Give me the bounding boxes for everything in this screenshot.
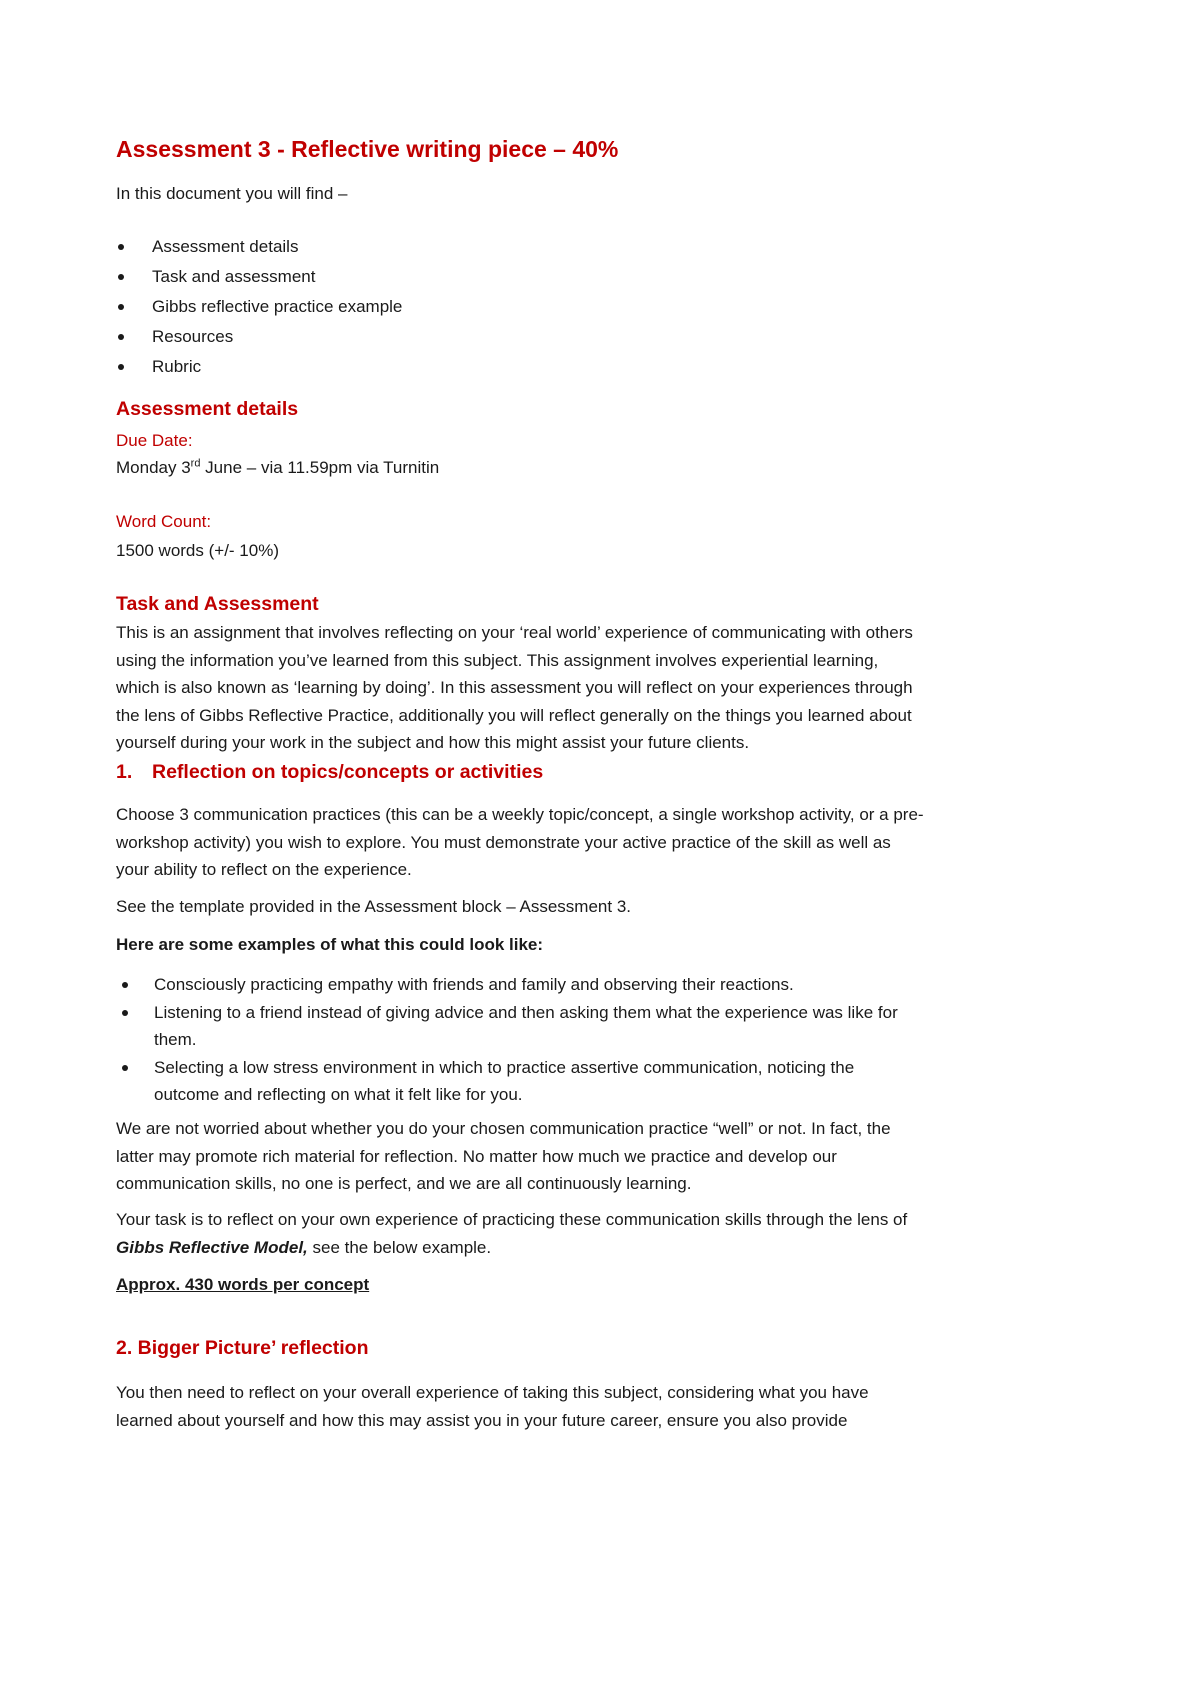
toc-item: Rubric [116,352,402,382]
task-line: yourself during your work in the subject and how this might assist your future clients. [116,733,750,752]
choose-line: Choose 3 communication practices (this can be a weekly topic/concept, a single workshop activity, or a pre- [116,805,924,824]
task-paragraph [116,619,1106,757]
section2-line: learned about yourself and how this may assist you in your future career, ensure you also provide [116,1410,848,1430]
task-instruction-paragraph [116,1206,1106,1261]
due-date-value [116,454,439,482]
toc-item: Assessment details [116,232,402,262]
example-text: outcome and reflecting on what it felt like for you. [154,1085,523,1104]
example-text: Consciously practicing empathy with friends and family and observing their reactions. [154,975,794,994]
section1-heading [116,761,543,784]
gibbs-model-name: Gibbs Reflective Model, [116,1237,308,1257]
worry-paragraph [116,1115,1106,1198]
example-item [82,1054,1102,1109]
example-text: Listening to a friend instead of giving advice and then asking them what the experience was like for [154,1002,898,1022]
choose-paragraph [116,801,1106,884]
due-date-label: Due Date: [116,431,193,450]
word-count-label: Word Count: [116,512,212,531]
word-count-value: 1500 words (+/- 10%) [116,541,279,560]
section2-line: You then need to reflect on your overall experience of taking this subject, considering what you have [116,1383,869,1402]
due-day: Monday 3 [116,458,191,477]
example-text: Selecting a low stress environment in which to practice assertive communication, noticing the [154,1057,855,1077]
section2-paragraph [116,1379,1106,1434]
template-note: See the template provided in the Assessment block – Assessment 3. [116,897,632,916]
task-line: using the information you’ve learned from this subject. This assignment involves experiential learning, [116,650,879,670]
task-instruction-rest: see the below example. [307,1237,492,1257]
due-date-rest: June – via 11.59pm via Turnitin [200,458,440,477]
section2-heading: 2. Bigger Picture’ reflection [116,1337,369,1359]
worry-line: We are not worried about whether you do your chosen communication practice “well” or not. In fact, the [116,1119,891,1138]
section1-number: 1. [116,761,133,783]
toc-list [116,232,402,382]
assessment-details-heading: Assessment details [116,398,299,420]
task-instruction-line [116,1234,1106,1262]
toc-item: Gibbs reflective practice example [116,292,402,322]
worry-line: latter may promote rich material for reflection. No matter how much we practice and develop our [116,1146,837,1166]
toc-item: Resources [116,322,402,352]
document-title: Assessment 3 - Reflective writing piece – 40% [116,136,619,162]
task-heading: Task and Assessment [116,593,319,615]
task-line: the lens of Gibbs Reflective Practice, additionally you will reflect generally on the things you learned about [116,705,912,725]
intro-text: In this document you will find – [116,184,348,203]
due-day-suffix: rd [190,457,201,470]
choose-line: your ability to reflect on the experience. [116,860,412,879]
task-line: This is an assignment that involves reflecting on your ‘real world’ experience of communicating with others [116,623,913,642]
task-line: which is also known as ‘learning by doing’. In this assessment you will reflect on your experiences through [116,678,913,697]
worry-line: communication skills, no one is perfect, and we are all continuously learning. [116,1174,692,1193]
section1-title: Reflection on topics/concepts or activities [152,761,544,783]
examples-heading: Here are some examples of what this could look like: [116,935,544,954]
example-text: them. [154,1030,197,1049]
example-item [82,971,1102,999]
example-item [82,999,1102,1054]
task-instruction-line: Your task is to reflect on your own experience of practicing these communication skills through the lens of [116,1210,908,1229]
toc-item: Task and assessment [116,262,402,292]
choose-line: workshop activity) you wish to explore. You must demonstrate your active practice of the skill as well as [116,832,891,852]
approx-word-note: Approx. 430 words per concept [116,1275,370,1294]
examples-list [82,971,1102,1109]
